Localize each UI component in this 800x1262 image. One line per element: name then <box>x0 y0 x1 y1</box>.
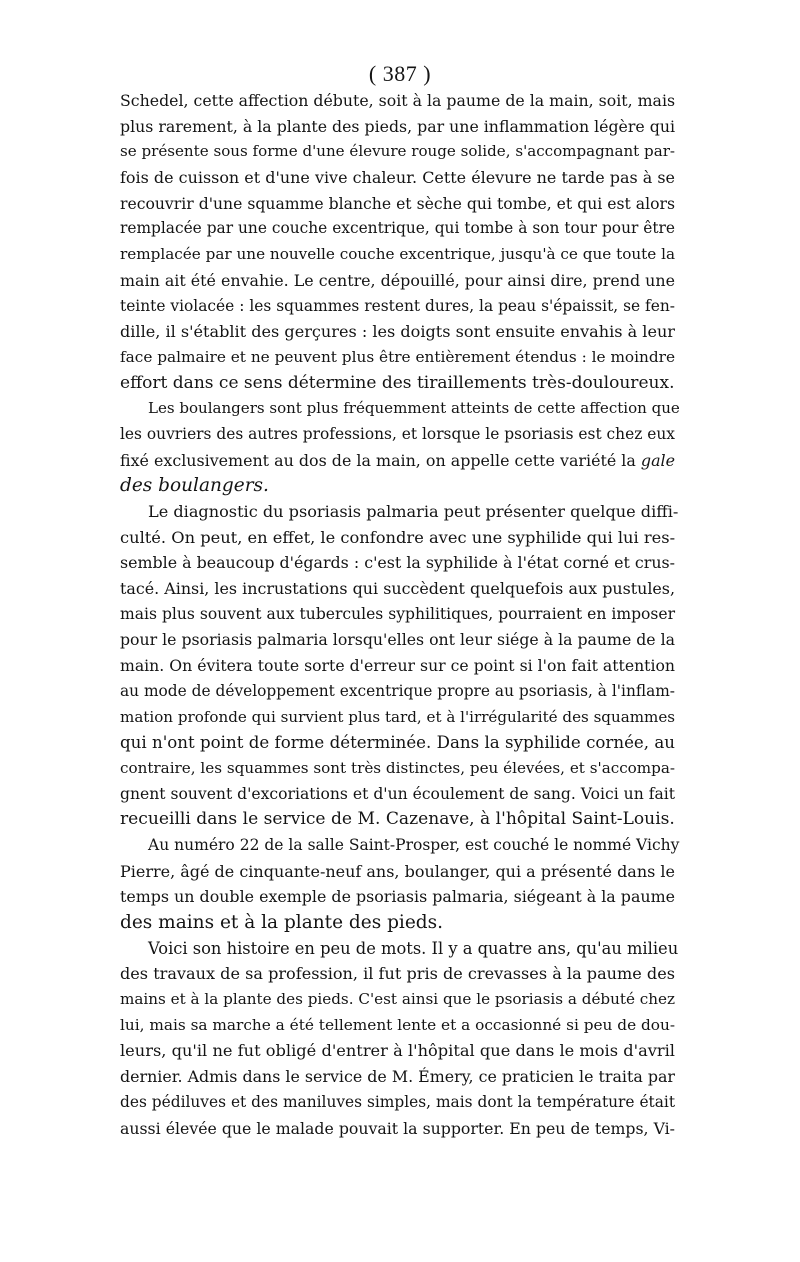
text-line: Le diagnostic du psoriasis palmaria peut présenter quelque diffi- <box>148 502 679 521</box>
text-line: dille, il s'établit des gerçures : les doigts sont ensuite envahis à leur <box>120 322 675 342</box>
text-line: main ait été envahie. Le centre, dépouillé, pour ainsi dire, prend une <box>120 270 675 290</box>
text-line: culté. On peut, en effet, le confondre avec une syphilide qui lui res- <box>120 527 676 547</box>
text-line: remplacée par une nouvelle couche excentrique, jusqu'à ce que toute la <box>120 245 675 264</box>
text-line: Au numéro 22 de la salle Saint-Prosper, est couché le nommé Vichy <box>148 835 680 854</box>
text-line: plus rarement, à la plante des pieds, par une inflammation légère qui <box>120 116 675 136</box>
paragraph <box>120 833 680 936</box>
text-line: dernier. Admis dans le service de M. Émery, ce praticien le traita par <box>120 1067 675 1087</box>
text-line: Voici son histoire en peu de mots. Il y a quatre ans, qu'au milieu <box>148 938 679 958</box>
text-line: mains et à la plante des pieds. C'est ainsi que le psoriasis a débuté chez <box>120 990 675 1009</box>
text-line: pour le psoriasis palmaria lorsqu'elles ont leur siége à la paume de la <box>120 630 675 650</box>
text-line: recouvrir d'une squamme blanche et sèche qui tombe, et qui est alors <box>120 193 675 213</box>
text-line: les ouvriers des autres professions, et lorsque le psoriasis est chez eux <box>120 424 675 443</box>
page-number: ( 387 ) <box>368 61 432 86</box>
text-line: leurs, qu'il ne fut obligé d'entrer à l'hôpital que dans le mois d'avril <box>120 1041 675 1061</box>
paragraph <box>120 499 679 833</box>
text-line: teinte violacée : les squammes restent dures, la peau s'épaissit, se fen- <box>120 296 675 315</box>
text-line: au mode de développement excentrique propre au psoriasis, à l'inflam- <box>120 681 675 700</box>
paragraph <box>120 936 679 1142</box>
text-line: qui n'ont point de forme déterminée. Dans la syphilide cornée, au <box>120 733 675 753</box>
text-line: effort dans ce sens détermine des tiraillements très-douloureux. <box>120 372 675 393</box>
text-line: mais plus souvent aux tubercules syphilitiques, pourraient en imposer <box>120 604 675 623</box>
text-line: tacé. Ainsi, les incrustations qui succèdent quelquefois aux pustules, <box>120 579 675 599</box>
text-line: des boulangers. <box>120 475 269 497</box>
text-line: fixé exclusivement au dos de la main, on appelle cette variété la gale <box>120 450 675 470</box>
text-line: aussi élevée que le malade pouvait la supporter. En peu de temps, Vi- <box>120 1118 675 1138</box>
text-line: temps un double exemple de psoriasis palmaria, siégeant à la paume <box>120 887 675 907</box>
text-line: mation profonde qui survient plus tard, et à l'irrégularité des squammes <box>120 707 675 726</box>
text-line: Schedel, cette affection débute, soit à la paume de la main, soit, mais <box>120 91 676 110</box>
text-line: main. On évitera toute sorte d'erreur sur ce point si l'on fait attention <box>120 656 675 676</box>
text-line: face palmaire et ne peuvent plus être entièrement étendus : le moindre <box>120 347 675 366</box>
text-line: recueilli dans le service de M. Cazenave, à l'hôpital Saint-Louis. <box>120 809 675 830</box>
text-line: se présente sous forme d'une élevure rouge solide, s'accompagnant par- <box>120 142 675 161</box>
text-line: contraire, les squammes sont très distinctes, peu élevées, et s'accompa- <box>120 758 675 777</box>
text-line: semble à beaucoup d'égards : c'est la syphilide à l'état corné et crus- <box>120 553 675 573</box>
paragraph <box>120 88 675 396</box>
paragraph <box>120 396 680 499</box>
body-text <box>120 88 680 1141</box>
text-line: des pédiluves et des maniluves simples, mais dont la température était <box>120 1092 675 1111</box>
text-line: gnent souvent d'excoriations et d'un écoulement de sang. Voici un fait <box>120 784 675 803</box>
text-line: remplacée par une couche excentrique, qui tombe à son tour pour être <box>120 219 675 238</box>
text-line: Les boulangers sont plus fréquemment atteints de cette affection que <box>148 399 680 418</box>
text-line: lui, mais sa marche a été tellement lente et a occasionné si peu de dou- <box>120 1015 675 1034</box>
text-line: Pierre, âgé de cinquante-neuf ans, boulanger, qui a présenté dans le <box>120 861 675 881</box>
text-line: des mains et à la plante des pieds. <box>120 912 444 933</box>
text-line: fois de cuisson et d'une vive chaleur. Cette élevure ne tarde pas à se <box>120 168 675 188</box>
text-line: des travaux de sa profession, il fut pris de crevasses à la paume des <box>120 964 675 984</box>
